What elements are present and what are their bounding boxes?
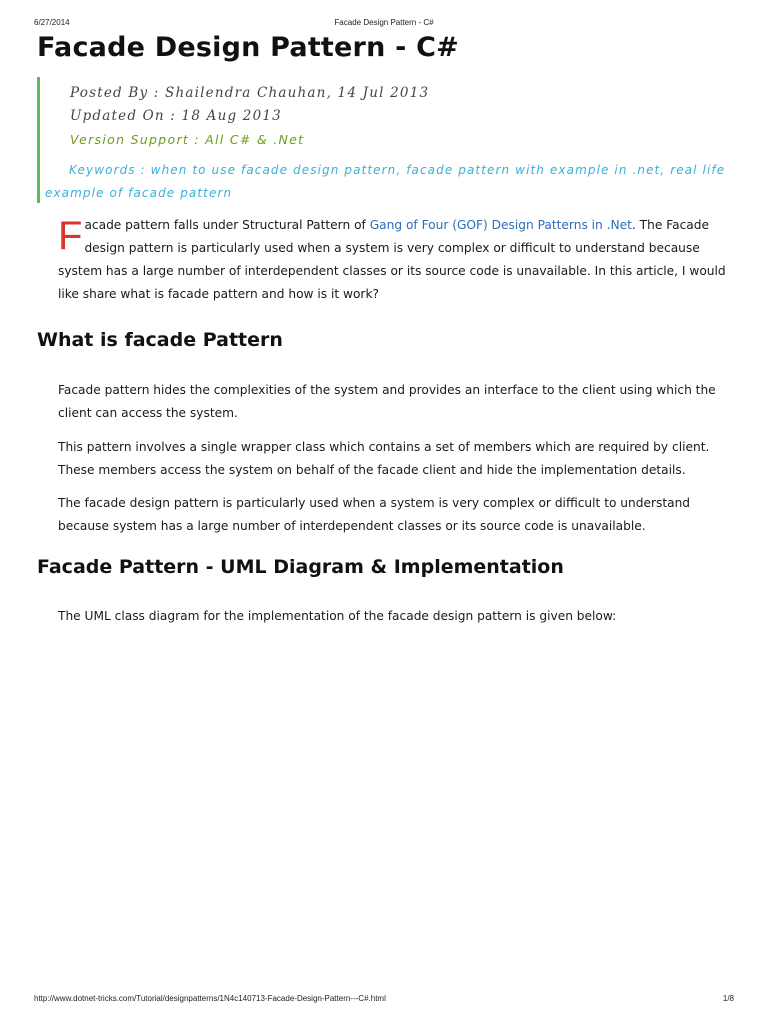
print-header xyxy=(34,18,734,30)
print-footer xyxy=(34,994,734,1006)
keywords: Keywords : when to use facade design pattern, facade pattern with example in .net, real life example of facade pattern xyxy=(45,163,726,200)
section-heading-what: What is facade Pattern xyxy=(37,329,283,351)
intro-text-start: acade pattern falls under Structural Pattern of xyxy=(84,218,370,232)
intro-paragraph xyxy=(58,214,734,306)
posted-by: Posted By : Shailendra Chauhan, 14 Jul 2013 xyxy=(70,85,430,101)
version-support: Version Support : All C# & .Net xyxy=(70,132,305,147)
page-number: 1/8 xyxy=(722,994,734,1003)
page-title: Facade Design Pattern - C# xyxy=(37,32,459,63)
what-paragraph-3: The facade design pattern is particularly used when a system is very complex or difficult to understand because system has a large number of interdependent classes or its source code is unavailable. xyxy=(58,496,691,533)
gof-patterns-link[interactable]: Gang of Four (GOF) Design Patterns in .Net xyxy=(369,218,632,232)
what-paragraph-2: This pattern involves a single wrapper class which contains a set of members which are required by client. These members access the system on behalf of the facade client and hide the implementation details. xyxy=(58,440,710,477)
what-paragraph-1: Facade pattern hides the complexities of the system and provides an interface to the client using which the client can access the system. xyxy=(58,383,716,420)
article-meta xyxy=(37,77,736,203)
uml-paragraph: The UML class diagram for the implementation of the facade design pattern is given below: xyxy=(58,609,617,623)
drop-cap: F xyxy=(58,214,83,258)
print-url: http://www.dotnet-tricks.com/Tutorial/designpatterns/1N4c140713-Facade-Design-Pattern---C#.html xyxy=(34,994,386,1003)
print-date: 6/27/2014 xyxy=(34,18,70,27)
print-page-title: Facade Design Pattern - C# xyxy=(334,18,434,27)
updated-on: Updated On : 18 Aug 2013 xyxy=(70,108,282,124)
intro-text-end: . The Facade design pattern is particularly used when a system is very complex or difficult to understand because system has a large number of interdependent classes or its source code is unavailable. In this article, I would like share what is facade pattern and how is it work? xyxy=(58,218,726,301)
section-heading-uml: Facade Pattern - UML Diagram & Implementation xyxy=(37,556,564,578)
